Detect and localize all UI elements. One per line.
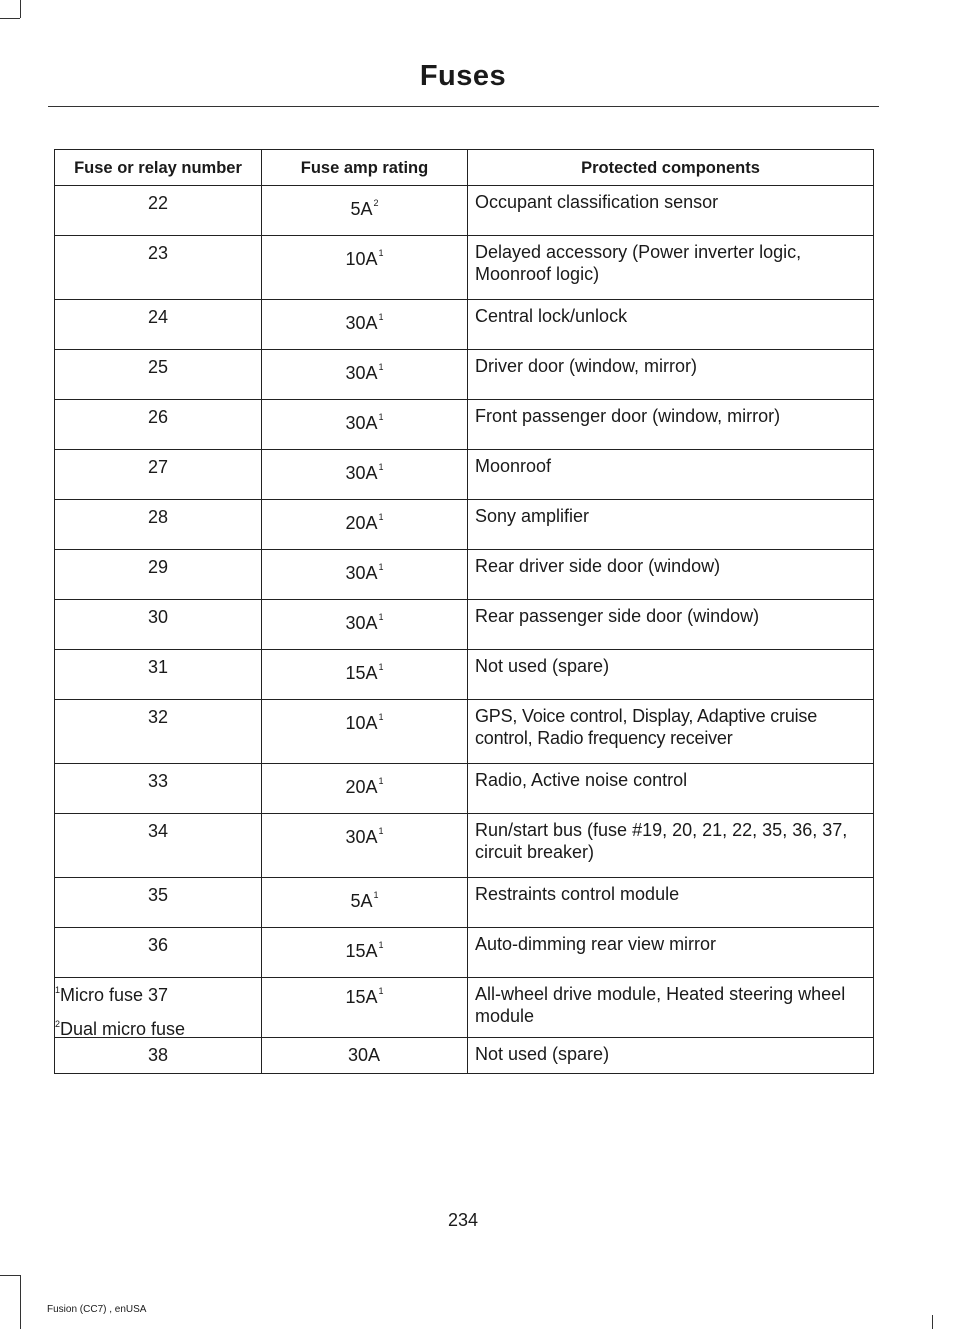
amp-value: 15A [345, 663, 378, 683]
fuse-number: 30 [55, 600, 262, 650]
fuse-number: 22 [55, 186, 262, 236]
protected-component: Moonroof [468, 450, 874, 500]
amp-value: 5A [350, 891, 373, 911]
fuse-number: 31 [55, 650, 262, 700]
table-row [55, 650, 874, 700]
table-row [55, 764, 874, 814]
amp-value: 15A [345, 941, 378, 961]
protected-component: Delayed accessory (Power inverter logic, Moonroof logic) [468, 236, 874, 300]
fuse-number: 38 [55, 1038, 262, 1074]
footnote-ref: 1 [373, 890, 379, 900]
amp-value: 10A [345, 249, 378, 269]
footnote-ref: 1 [378, 662, 384, 672]
amp-value: 15A [345, 987, 378, 1007]
fuse-number: 26 [55, 400, 262, 450]
fuse-number: 28 [55, 500, 262, 550]
fuse-number: 32 [55, 700, 262, 764]
protected-component: Front passenger door (window, mirror) [468, 400, 874, 450]
fuse-number: 29 [55, 550, 262, 600]
amp-value: 30A [345, 413, 378, 433]
protected-component: Central lock/unlock [468, 300, 874, 350]
footnote-ref: 1 [378, 612, 384, 622]
fuse-number: 25 [55, 350, 262, 400]
table-row [55, 928, 874, 978]
table-row [55, 814, 874, 878]
crop-mark [20, 0, 21, 18]
crop-mark [932, 1315, 933, 1329]
amp-value: 30A [345, 563, 378, 583]
footer-edition: Fusion (CC7) , enUSA [47, 1304, 147, 1315]
table-row [55, 400, 874, 450]
amp-rating [262, 650, 468, 700]
footnote [54, 1019, 185, 1040]
protected-component: Rear driver side door (window) [468, 550, 874, 600]
header-fuse-number: Fuse or relay number [55, 150, 262, 186]
protected-component: Auto-dimming rear view mirror [468, 928, 874, 978]
amp-rating [262, 550, 468, 600]
fuse-number: 27 [55, 450, 262, 500]
fuse-table [54, 149, 874, 1074]
fuse-number: 33 [55, 764, 262, 814]
amp-value: 10A [345, 713, 378, 733]
footnote [54, 985, 143, 1006]
amp-value: 30A [345, 613, 378, 633]
amp-rating [262, 450, 468, 500]
protected-component: Rear passenger side door (window) [468, 600, 874, 650]
amp-rating [262, 600, 468, 650]
table-row [55, 550, 874, 600]
amp-rating [262, 814, 468, 878]
fuse-number: 34 [55, 814, 262, 878]
header-protected-components: Protected components [468, 150, 874, 186]
protected-component: Radio, Active noise control [468, 764, 874, 814]
amp-value: 30A [345, 827, 378, 847]
footnote-ref: 1 [378, 712, 384, 722]
amp-rating [262, 878, 468, 928]
protected-component: Occupant classification sensor [468, 186, 874, 236]
footnote-ref: 1 [378, 312, 384, 322]
table-row [55, 700, 874, 764]
amp-value: 30A [347, 1045, 381, 1065]
footnote-ref: 2 [373, 198, 379, 208]
amp-rating [262, 350, 468, 400]
table-row [55, 878, 874, 928]
protected-component: Sony amplifier [468, 500, 874, 550]
fuse-number: 36 [55, 928, 262, 978]
amp-value: 5A [350, 199, 373, 219]
protected-component: Not used (spare) [468, 650, 874, 700]
amp-rating [262, 236, 468, 300]
footnote-ref: 1 [378, 940, 384, 950]
table-header-row [55, 150, 874, 186]
page-title: Fuses [419, 60, 507, 92]
table-row [55, 1038, 874, 1074]
table-row [55, 350, 874, 400]
amp-rating [262, 300, 468, 350]
footnote-ref: 1 [378, 776, 384, 786]
footnote-ref: 1 [378, 462, 384, 472]
amp-rating [262, 978, 468, 1038]
amp-value: 20A [345, 777, 378, 797]
crop-mark [0, 18, 20, 19]
amp-rating [262, 1038, 468, 1074]
protected-component: Run/start bus (fuse #19, 20, 21, 22, 35, 36, 37, circuit breaker) [468, 814, 874, 878]
amp-rating [262, 700, 468, 764]
table-row [55, 236, 874, 300]
footnote-ref: 1 [378, 248, 384, 258]
footnote-ref: 1 [378, 986, 384, 996]
footnote-ref: 1 [378, 562, 384, 572]
amp-value: 30A [345, 363, 378, 383]
amp-rating [262, 764, 468, 814]
table-row [55, 500, 874, 550]
amp-value: 30A [345, 313, 378, 333]
table-row [55, 300, 874, 350]
fuse-number: 35 [55, 878, 262, 928]
protected-component: Not used (spare) [468, 1038, 874, 1074]
table-row [55, 450, 874, 500]
table-row [55, 186, 874, 236]
title-divider [48, 106, 879, 107]
protected-component: GPS, Voice control, Display, Adaptive cruise control, Radio frequency receiver [468, 700, 874, 764]
table-row [55, 600, 874, 650]
footnote-text: Micro fuse [60, 985, 144, 1005]
protected-component: Restraints control module [468, 878, 874, 928]
footnote-mark: 2 [55, 1019, 61, 1029]
protected-component: All-wheel drive module, Heated steering wheel module [468, 978, 874, 1038]
fuse-number: 37 [55, 978, 262, 1038]
amp-rating [262, 186, 468, 236]
footnote-ref: 1 [378, 512, 384, 522]
page-number: 234 [447, 1210, 479, 1230]
amp-rating [262, 500, 468, 550]
fuse-number: 23 [55, 236, 262, 300]
amp-value: 20A [345, 513, 378, 533]
crop-mark [20, 1275, 21, 1329]
amp-rating [262, 928, 468, 978]
crop-mark [0, 1275, 20, 1276]
protected-component: Driver door (window, mirror) [468, 350, 874, 400]
fuse-number: 24 [55, 300, 262, 350]
footnote-ref: 1 [378, 362, 384, 372]
amp-rating [262, 400, 468, 450]
footnote-ref: 1 [378, 826, 384, 836]
footnote-ref: 1 [378, 412, 384, 422]
footnote-mark: 1 [55, 985, 61, 995]
amp-value: 30A [345, 463, 378, 483]
footnote-text: Dual micro fuse [60, 1019, 186, 1039]
header-amp-rating: Fuse amp rating [262, 150, 468, 186]
